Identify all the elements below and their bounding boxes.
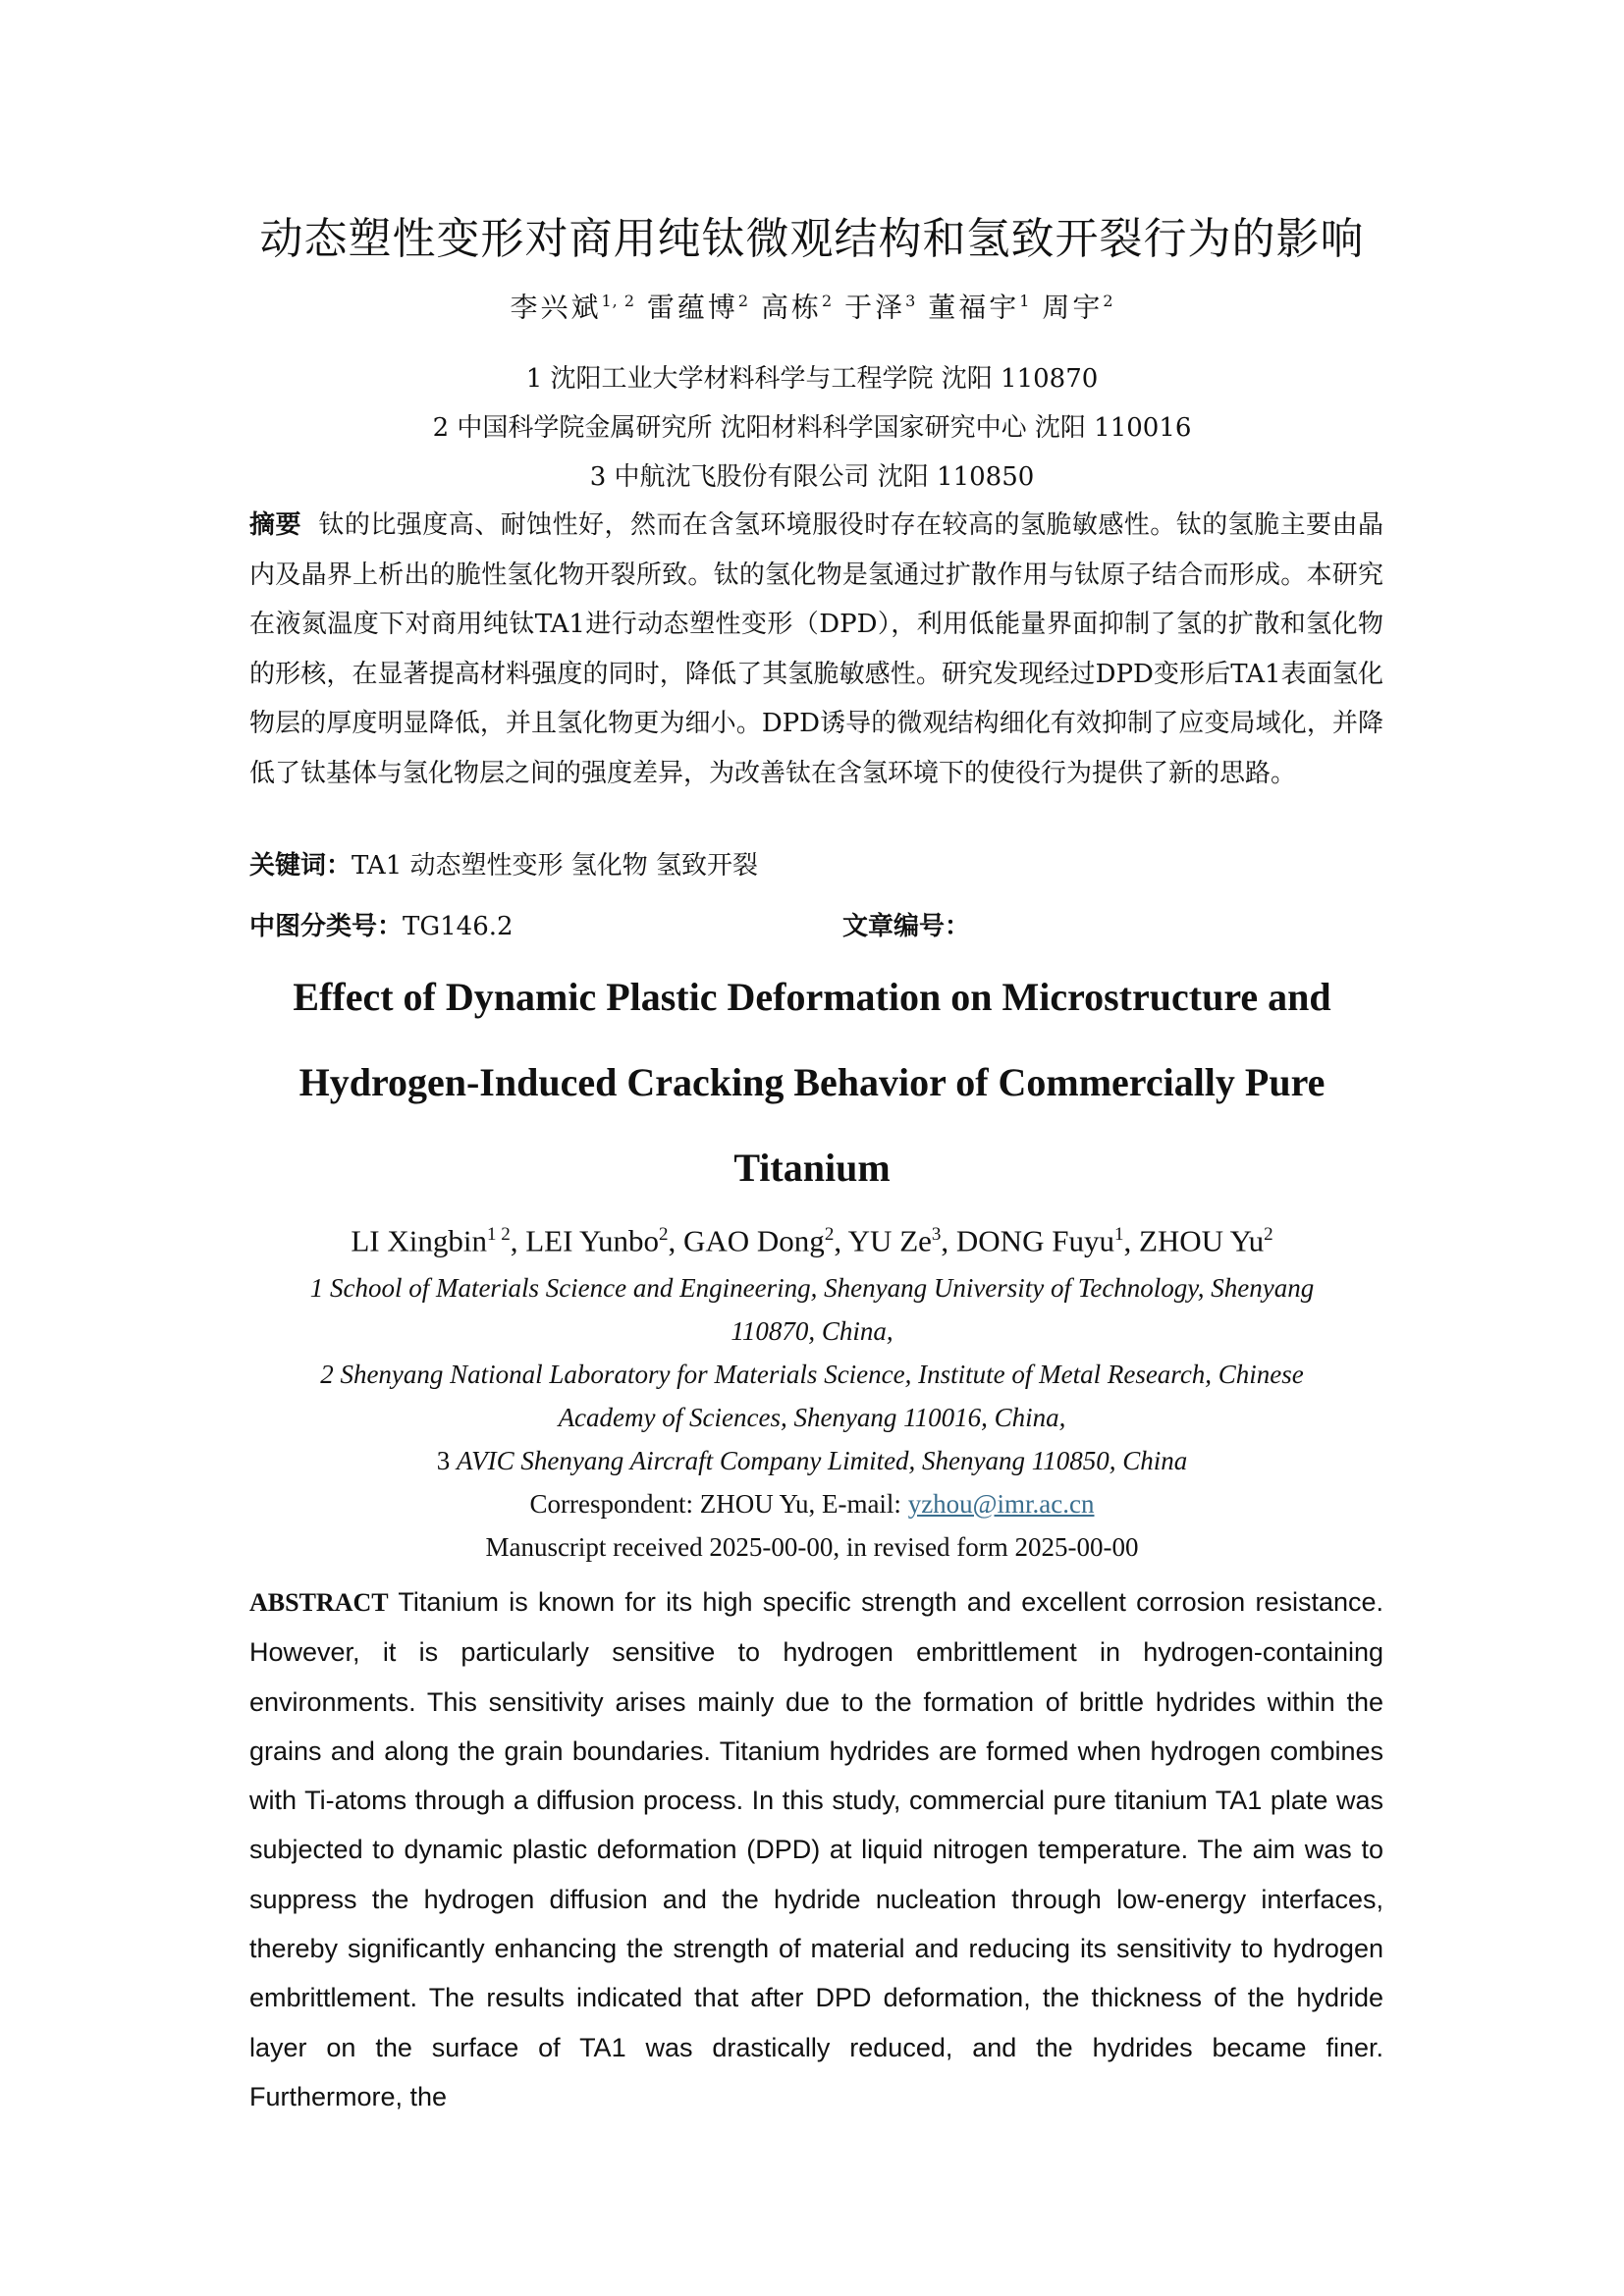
english-abstract-label: ABSTRACT: [249, 1588, 389, 1617]
english-abstract-text: Titanium is known for its high specific strength and excellent corrosion resistance. However, it is particularly sensitive to hydrogen embrittlement in hydrogen-containing environments. This sensitivity arises mainly due to the formation of brittle hydrides within the grains and along the grain boundaries. Titanium hydrides are formed when hydrogen combines with Ti-atoms through a diffusion process. In this study, commercial pure titanium TA1 plate was subjected to dynamic plastic deformation (DPD) at liquid nitrogen temperature. The aim was to suppress the hydrogen diffusion and the hydride nucleation through low-energy interfaces, thereby significantly enhancing the strength of material and reducing its sensitivity to hydrogen embrittlement. The results indicated that after DPD deformation, the thickness of the hydride layer on the surface of TA1 was drastically reduced, and the hydrides became finer. Furthermore, the: [249, 1587, 1384, 2111]
affiliation-text: AVIC Shenyang Aircraft Company Limited, Shenyang 110850, China: [456, 1446, 1188, 1475]
correspondent-line: [0, 1482, 1624, 1525]
author-affiliation-mark: 1, 2: [601, 292, 635, 310]
author-name: YU Ze: [847, 1223, 932, 1258]
author-affiliation-mark: 1: [1113, 1224, 1124, 1245]
chinese-title: 动态塑性变形对商用纯钛微观结构和氢致开裂行为的影响: [259, 214, 1365, 264]
clc-label: 中图分类号：: [249, 912, 404, 941]
english-author-list: LI Xingbin$^{1 2}$, LEI Yunbo$^2$, GAO Dong$^2$, YU Ze$^3$, DONG Fuyu$^1$, ZHOU Yu$^2$: [351, 1223, 1273, 1258]
english-title: [0, 954, 1624, 1210]
keywords-label: 关键词：: [249, 851, 352, 881]
chinese-abstract: [249, 501, 1383, 798]
chinese-abstract-label: 摘要: [249, 510, 301, 540]
english-affiliation-line: Academy of Sciences, Shenyang 110016, China,: [558, 1403, 1066, 1432]
english-affiliations: [0, 1266, 1624, 1482]
chinese-affiliation-3: 3 中航沈飞股份有限公司 沈阳 110850: [589, 462, 1035, 492]
author-affiliation-mark: 2: [659, 1224, 669, 1245]
correspondent-label: Correspondent: ZHOU Yu, E-mail:: [529, 1489, 908, 1519]
author-affiliation-mark: 1 2: [487, 1224, 511, 1245]
chinese-affiliation-1: 1 沈阳工业大学材料科学与工程学院 沈阳 110870: [525, 364, 1099, 394]
author-affiliation-mark: 2: [1103, 292, 1114, 310]
author-name: LI Xingbin: [351, 1223, 487, 1258]
author-affiliation-mark: 3: [905, 292, 917, 310]
english-affiliation-line: 2 Shenyang National Laboratory for Materials Science, Institute of Metal Research, Chinese: [320, 1360, 1304, 1389]
author-name: DONG Fuyu: [955, 1223, 1114, 1258]
keywords-value: TA1 动态塑性变形 氢化物 氢致开裂: [352, 851, 759, 881]
manuscript-info: Manuscript received 2025-00-00, in revised form 2025-00-00: [485, 1532, 1139, 1562]
author-name: 李兴斌: [510, 291, 602, 324]
english-title-line: Effect of Dynamic Plastic Deformation on Microstructure and: [293, 975, 1331, 1019]
english-affiliation-line: 110870, China,: [731, 1316, 893, 1346]
author-name: LEI Yunbo: [525, 1223, 659, 1258]
author-affiliation-mark: 1: [1019, 292, 1031, 310]
english-title-line: Hydrogen-Induced Cracking Behavior of Commercially Pure: [298, 1060, 1326, 1104]
english-affiliation-line: 1 School of Materials Science and Engineering, Shenyang University of Technology, Shenyang: [309, 1273, 1315, 1303]
chinese-keywords: [249, 846, 758, 885]
clc-value: TG146.2: [403, 912, 514, 941]
chinese-affiliation-2: 2 中国科学院金属研究所 沈阳材料科学国家研究中心 沈阳 110016: [432, 413, 1192, 443]
article-number-label: 文章编号：: [842, 912, 971, 941]
author-affiliation-mark: 3: [931, 1224, 942, 1245]
english-affiliation-line: [0, 1439, 1624, 1482]
author-affiliation-mark: 2: [737, 292, 750, 310]
english-title-line: Titanium: [733, 1146, 891, 1190]
article-number: [842, 907, 970, 946]
chinese-author-list: [0, 277, 1624, 332]
author-affiliation-mark: 2: [1264, 1224, 1273, 1245]
author-name: 董福宇: [928, 291, 1020, 324]
chinese-abstract-text: 钛的比强度高、耐蚀性好，然而在含氢环境服役时存在较高的氢脆敏感性。钛的氢脆主要由晶内及晶界上析出的脆性氢化物开裂所致。钛的氢化物是氢通过扩散作用与钛原子结合而形成。本研究在液氮温度下对商用纯钛TA1进行动态塑性变形（DPD），利用低能量界面抑制了氢的扩散和氢化物的形核，在显著提高材料强度的同时，降低了其氢脆敏感性。研究发现经过DPD变形后TA1表面氢化物层的厚度明显降低，并且氢化物更为细小。DPD诱导的微观结构细化有效抑制了应变局域化，并降低了钛基体与氢化物层之间的强度差异，为改善钛在含氢环境下的使役行为提供了新的思路。: [249, 510, 1383, 788]
english-abstract: [249, 1577, 1383, 2121]
author-name: GAO Dong: [683, 1223, 825, 1258]
affiliation-number: 3: [436, 1446, 457, 1475]
author-name: ZHOU Yu: [1138, 1223, 1265, 1258]
author-name: 雷蕴博: [646, 291, 738, 324]
email-link[interactable]: yzhou@imr.ac.cn: [907, 1489, 1095, 1519]
author-name: 高栋: [761, 291, 823, 324]
clc-number: [249, 907, 514, 946]
author-affiliation-mark: 2: [824, 1224, 835, 1245]
author-name: 周宇: [1042, 291, 1104, 324]
author-name: 于泽: [844, 291, 906, 324]
author-affiliation-mark: 2: [822, 292, 834, 310]
